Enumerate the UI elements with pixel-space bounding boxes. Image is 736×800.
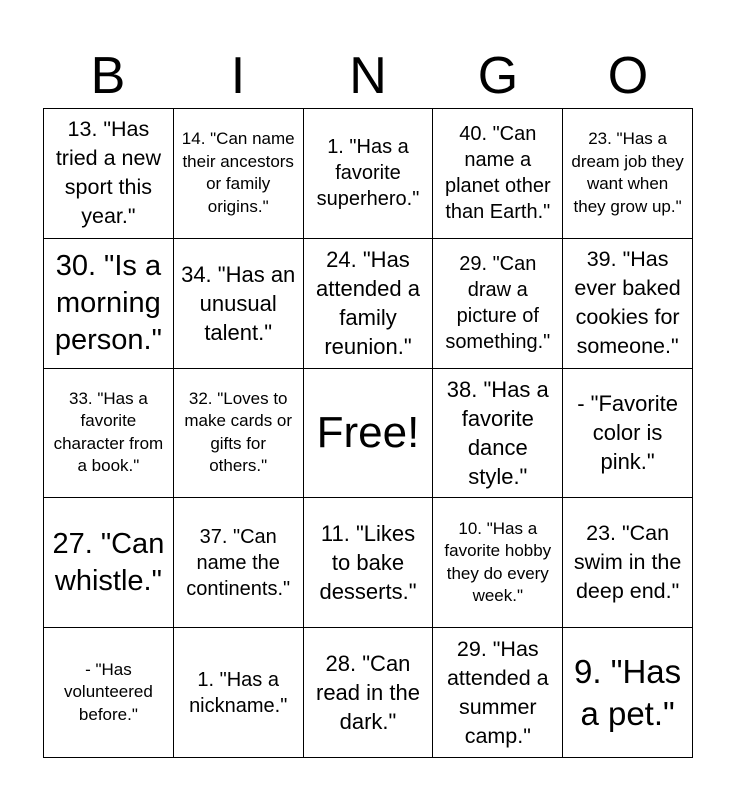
cell-text: 40. "Can name a planet other than Earth." [444, 123, 551, 224]
bingo-card-grid [43, 108, 693, 758]
cell-text: 24. "Has attended a family reunion." [316, 247, 420, 360]
bingo-cell[interactable] [44, 239, 174, 369]
bingo-cell[interactable] [44, 628, 174, 758]
free-space-text: Free! [316, 407, 420, 457]
cell-text: 30. "Is a morning person." [54, 249, 162, 356]
header-letter-n: N [349, 47, 387, 105]
header-letter-b: B [90, 47, 126, 105]
cell-text: 1. "Has a favorite superhero." [316, 136, 420, 211]
bingo-cell[interactable] [563, 369, 693, 499]
cell-text: 23. "Can swim in the deep end." [573, 521, 682, 604]
cell-text: 38. "Has a favorite dance style." [446, 376, 549, 489]
cell-text: 1. "Has a nickname." [189, 668, 288, 717]
bingo-cell[interactable] [563, 109, 693, 239]
bingo-cell[interactable] [44, 498, 174, 628]
free-space-cell[interactable] [304, 369, 434, 499]
bingo-cell[interactable] [563, 239, 693, 369]
cell-text: 33. "Has a favorite character from a book." [53, 388, 164, 476]
cell-text: 37. "Can name the continents." [186, 525, 291, 600]
cell-text: - "Has volunteered before." [63, 659, 153, 724]
header-letter-g: G [477, 47, 519, 105]
cell-text: 39. "Has ever baked cookies for someone." [574, 247, 681, 359]
cell-text: - "Favorite color is pink." [577, 391, 678, 475]
cell-text: 9. "Has a pet." [574, 652, 682, 732]
bingo-cell[interactable] [44, 369, 174, 499]
bingo-cell[interactable] [174, 109, 304, 239]
cell-text: 28. "Can read in the dark." [316, 651, 420, 735]
cell-text: 29. "Can draw a picture of something." [445, 253, 551, 354]
cell-text: 23. "Has a dream job they want when they grow up." [571, 129, 684, 216]
cell-text: 13. "Has tried a new sport this year." [55, 117, 161, 229]
bingo-cell[interactable] [174, 369, 304, 499]
cell-text: 27. "Can whistle." [52, 527, 165, 597]
bingo-cell[interactable] [433, 239, 563, 369]
bingo-cell[interactable] [304, 498, 434, 628]
header-letter-i: I [230, 47, 246, 105]
bingo-cell[interactable] [563, 628, 693, 758]
cell-text: 10. "Has a favorite hobby they do every week." [444, 518, 552, 606]
bingo-cell[interactable] [174, 239, 304, 369]
bingo-cell[interactable] [563, 498, 693, 628]
header-letter-o: O [607, 47, 649, 105]
bingo-header [43, 46, 693, 106]
cell-text: 29. "Has attended a summer camp." [446, 636, 549, 748]
bingo-cell[interactable] [433, 628, 563, 758]
cell-text: 11. "Likes to bake desserts." [319, 521, 417, 605]
bingo-cell[interactable] [304, 109, 434, 239]
cell-text: 14. "Can name their ancestors or family origins." [181, 129, 295, 216]
bingo-cell[interactable] [174, 498, 304, 628]
bingo-cell[interactable] [44, 109, 174, 239]
bingo-cell[interactable] [433, 109, 563, 239]
cell-text: 32. "Loves to make cards or gifts for others." [184, 388, 293, 476]
bingo-cell[interactable] [433, 498, 563, 628]
bingo-cell[interactable] [304, 628, 434, 758]
bingo-cell[interactable] [433, 369, 563, 499]
bingo-cell[interactable] [174, 628, 304, 758]
bingo-cell[interactable] [304, 239, 434, 369]
cell-text: 34. "Has an unusual talent." [181, 261, 296, 345]
